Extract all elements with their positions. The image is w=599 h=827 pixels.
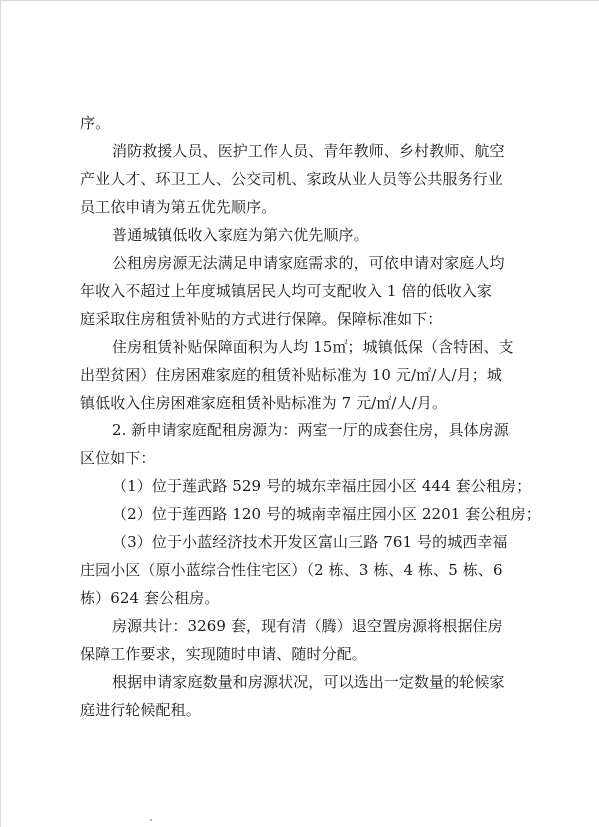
text-line: 镇低收入住房困难家庭租赁补贴标准为 7 元/㎡/人/月。: [80, 394, 448, 412]
text-line: 2. 新申请家庭配租房源为：两室一厅的成套住房，具体房源: [112, 421, 509, 439]
text-line: 年收入不超过上年度城镇居民人均可支配收入 1 倍的低收入家: [80, 282, 492, 300]
text-line: （3）位于小蓝经济技术开发区富山三路 761 号的城西幸福: [112, 533, 508, 551]
text-line: 普通城镇低收入家庭为第六优先顺序。: [112, 226, 369, 244]
text-line: 住房租赁补贴保障面积为人均 15㎡；城镇低保（含特困、支: [112, 338, 514, 356]
text-line: 庭进行轮候配租。: [80, 701, 201, 719]
text-line: 根据申请家庭数量和房源状况，可以选出一定数量的轮候家: [112, 673, 505, 691]
text-line: （1）位于莲武路 529 号的城东幸福庄园小区 444 套公租房；: [112, 477, 532, 495]
page-left-edge: [0, 0, 1, 827]
text-line: 员工依申请为第五优先顺序。: [80, 198, 277, 216]
text-line: （2）位于莲西路 120 号的城南幸福庄园小区 2201 套公租房；: [112, 505, 541, 523]
text-line: 庄园小区（原小蓝综合性住宅区）（2 栋、3 栋、4 栋、5 栋、6: [80, 561, 503, 579]
text-line: 房源共计：3269 套，现有清（腾）退空置房源将根据住房: [112, 617, 503, 635]
text-line: 区位如下：: [80, 449, 156, 467]
text-line: 产业人才、环卫工人、公交司机、家政从业人员等公共服务行业: [80, 170, 503, 188]
text-line: 栋）624 套公租房。: [80, 589, 220, 607]
text-line: 公租房房源无法满足申请家庭需求的，可依申请对家庭人均: [112, 254, 505, 272]
text-line: 消防救援人员、医护工作人员、青年教师、乡村教师、航空: [112, 142, 505, 160]
text-line: 序。: [80, 114, 111, 132]
text-line: 保障工作要求，实现随时申请、随时分配。: [80, 645, 367, 663]
page-top-edge: [0, 0, 599, 1]
scan-speck: [150, 819, 152, 821]
text-line: 出型贫困）住房困难家庭的租赁补贴标准为 10 元/㎡/人/月；城: [80, 366, 502, 384]
text-line: 庭采取住房租赁补贴的方式进行保障。保障标准如下：: [80, 310, 443, 328]
